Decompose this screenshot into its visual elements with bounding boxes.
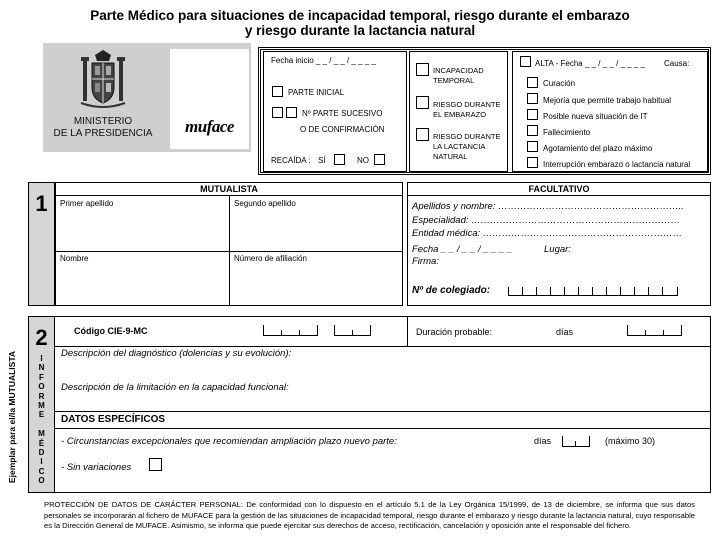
vertical-letter: O <box>38 476 45 486</box>
recaida-si-label: SÍ <box>318 156 326 165</box>
causa-checkbox-curacion[interactable] <box>527 77 538 88</box>
codigo-cie-field-1[interactable] <box>263 325 318 336</box>
riesgo-lactancia-checkbox[interactable] <box>416 128 429 141</box>
circunstancias-label: - Circunstancias excepcionales que recomiendan ampliación plazo nuevo parte: <box>61 436 397 447</box>
sin-variaciones-checkbox[interactable] <box>149 458 162 471</box>
recaida-no-label: NO <box>357 156 369 165</box>
descripcion-diagnostico-label: Descripción del diagnóstico (dolencias y su evolución): <box>61 348 292 359</box>
descripcion-limitacion-label: Descripción de la limitación en la capacidad funcional: <box>61 382 289 393</box>
parte-sucesivo-checkbox-2[interactable] <box>286 107 297 118</box>
muface-logo: muface <box>185 117 234 136</box>
section2-number-panel <box>28 316 55 493</box>
maximo-label: (máximo 30) <box>605 436 656 446</box>
sin-variaciones-label: - Sin variaciones <box>61 462 132 473</box>
vertical-letter: N <box>38 363 45 373</box>
incapacidad-label: INCAPACIDAD TEMPORAL <box>433 66 484 85</box>
causa-label-mejoria: Mejoría que permite trabajo habitual <box>543 96 672 105</box>
lugar-field[interactable]: Lugar: <box>544 244 571 255</box>
dias-label: días <box>556 327 574 337</box>
riesgo-lactancia-label: RIESGO DURANTE LA LACTANCIA NATURAL <box>433 132 501 161</box>
coat-of-arms-icon <box>79 49 127 113</box>
primer-apellido-label: Primer apellido <box>60 199 114 208</box>
alta-fecha-field[interactable]: ALTA - Fecha _ _ / _ _ / _ _ _ _ <box>535 59 645 68</box>
causa-checkbox-fallecimiento[interactable] <box>527 125 538 136</box>
causa-checkbox-interrupcion[interactable] <box>527 157 538 168</box>
form-title-line1: Parte Médico para situaciones de incapacidad temporal, riesgo durante el embarazo <box>90 8 630 23</box>
recaida-si-checkbox[interactable] <box>334 154 345 165</box>
dias2-label: días <box>534 436 552 446</box>
incapacidad-checkbox[interactable] <box>416 63 429 76</box>
riesgo-embarazo-label: RIESGO DURANTE EL EMBARAZO <box>433 100 501 119</box>
logo-panel <box>43 43 251 152</box>
fecha-facultativo-field[interactable]: Fecha _ _ / _ _ / _ _ _ _ <box>412 244 513 255</box>
recaida-no-checkbox[interactable] <box>374 154 385 165</box>
vertical-letter: M <box>38 401 45 411</box>
causa-checkbox-posible-it[interactable] <box>527 109 538 120</box>
vertical-letter: I <box>40 354 43 363</box>
n-colegiado-field[interactable] <box>508 286 678 296</box>
causa-label-interrupcion: Interrupción embarazo o lactancia natural <box>543 160 691 169</box>
vertical-letter: I <box>40 457 43 467</box>
recaida-label: RECAÍDA : <box>271 156 311 165</box>
vertical-letter: M <box>38 429 45 439</box>
codigo-cie-field-2[interactable] <box>334 325 371 336</box>
apellidos-nombre-field[interactable]: Apellidos y nombre: ………………………………………………….. <box>412 201 684 212</box>
ampliacion-dias-field[interactable] <box>562 436 590 447</box>
form-title-line2: y riesgo durante la lactancia natural <box>244 23 476 38</box>
firma-field[interactable]: Firma: <box>412 256 439 267</box>
section2-divider-v <box>407 316 408 346</box>
section2-line-2 <box>55 411 711 412</box>
proteccion-datos-text: PROTECCIÓN DE DATOS DE CARÁCTER PERSONAL: De conformidad con lo dispuesto en el artículo 5.1 de la Ley Orgánica 15/1999, de 13 de diciembre, se informa que sus datos personales se incorporarán al fichero de MUFACE para la gestión de las situaciones de incapacidad temporal, riesgo durante el embarazo y riesgo durante la lactancia natural, cuyo responsable es la Dirección General de MUFACE. Asimismo, se informa que puede ejercitar sus derechos de acceso, rectificación, cancelación y oposición ante el responsable del fichero. <box>44 500 695 531</box>
causa-label: Causa: <box>664 59 690 68</box>
causa-checkbox-agotamiento[interactable] <box>527 141 538 152</box>
vertical-letter: C <box>38 466 45 476</box>
datos-especificos-title: DATOS ESPECÍFICOS <box>61 414 166 425</box>
numero-afiliacion-label: Número de afiliación <box>234 254 307 263</box>
facultativo-title: FACULTATIVO <box>407 182 711 196</box>
parte-inicial-label: PARTE INICIAL <box>288 88 345 97</box>
vertical-letter <box>29 420 54 429</box>
n-colegiado-label: Nº de colegiado: <box>412 285 491 296</box>
parte-sucesivo-checkbox-1[interactable] <box>272 107 283 118</box>
confirmacion-label: O DE CONFIRMACIÓN <box>300 125 385 134</box>
vertical-letter: É <box>38 438 45 448</box>
mutualista-title: MUTUALISTA <box>55 182 403 196</box>
side-label-wrapper <box>2 348 22 488</box>
riesgo-embarazo-checkbox[interactable] <box>416 96 429 109</box>
causa-label-posible-it: Posible nueva situación de IT <box>543 112 648 121</box>
causa-label-agotamiento: Agotamiento del plazo máximo <box>543 144 653 153</box>
alta-checkbox[interactable] <box>520 56 531 67</box>
section2-line-1 <box>55 346 711 347</box>
vertical-letter: F <box>39 372 44 382</box>
section1-number: 1 <box>35 191 48 216</box>
duracion-dias-field[interactable] <box>627 325 682 336</box>
parte-inicial-checkbox[interactable] <box>272 86 283 97</box>
segundo-apellido-label: Segundo apellido <box>234 199 296 208</box>
entidad-medica-field[interactable]: Entidad médica: ……………………………………………………… <box>412 228 683 239</box>
ministerio-text-1: MINISTERIO <box>73 116 133 127</box>
duracion-label: Duración probable: <box>416 327 493 337</box>
causa-label-fallecimiento: Fallecimiento <box>543 128 591 137</box>
causa-label-curacion: Curación <box>543 79 576 88</box>
nombre-label: Nombre <box>60 254 89 263</box>
vertical-letter: O <box>38 382 45 392</box>
causa-checkbox-mejoria[interactable] <box>527 93 538 104</box>
codigo-cie-label: Código CIE-9-MC <box>74 326 148 336</box>
section2-line-3 <box>55 428 711 429</box>
section2-number: 2 <box>35 325 48 350</box>
mutualista-divider-h <box>55 251 403 252</box>
side-label: Ejemplar para el/la MUTUALISTA <box>7 350 17 484</box>
parte-sucesivo-label: Nº PARTE SUCESIVO <box>302 109 383 118</box>
ministerio-text-2: DE LA PRESIDENCIA <box>53 128 153 139</box>
vertical-letter: D <box>38 448 45 458</box>
vertical-letter: E <box>38 410 45 420</box>
especialidad-field[interactable]: Especialidad: ………………………………………………………… <box>412 215 681 226</box>
vertical-letter: R <box>38 391 45 401</box>
section1-number-panel <box>28 182 55 306</box>
informe-medico-vertical <box>29 354 54 486</box>
fecha-inicio-field[interactable]: Fecha inicio _ _ / _ _ / _ _ _ _ <box>271 56 376 65</box>
